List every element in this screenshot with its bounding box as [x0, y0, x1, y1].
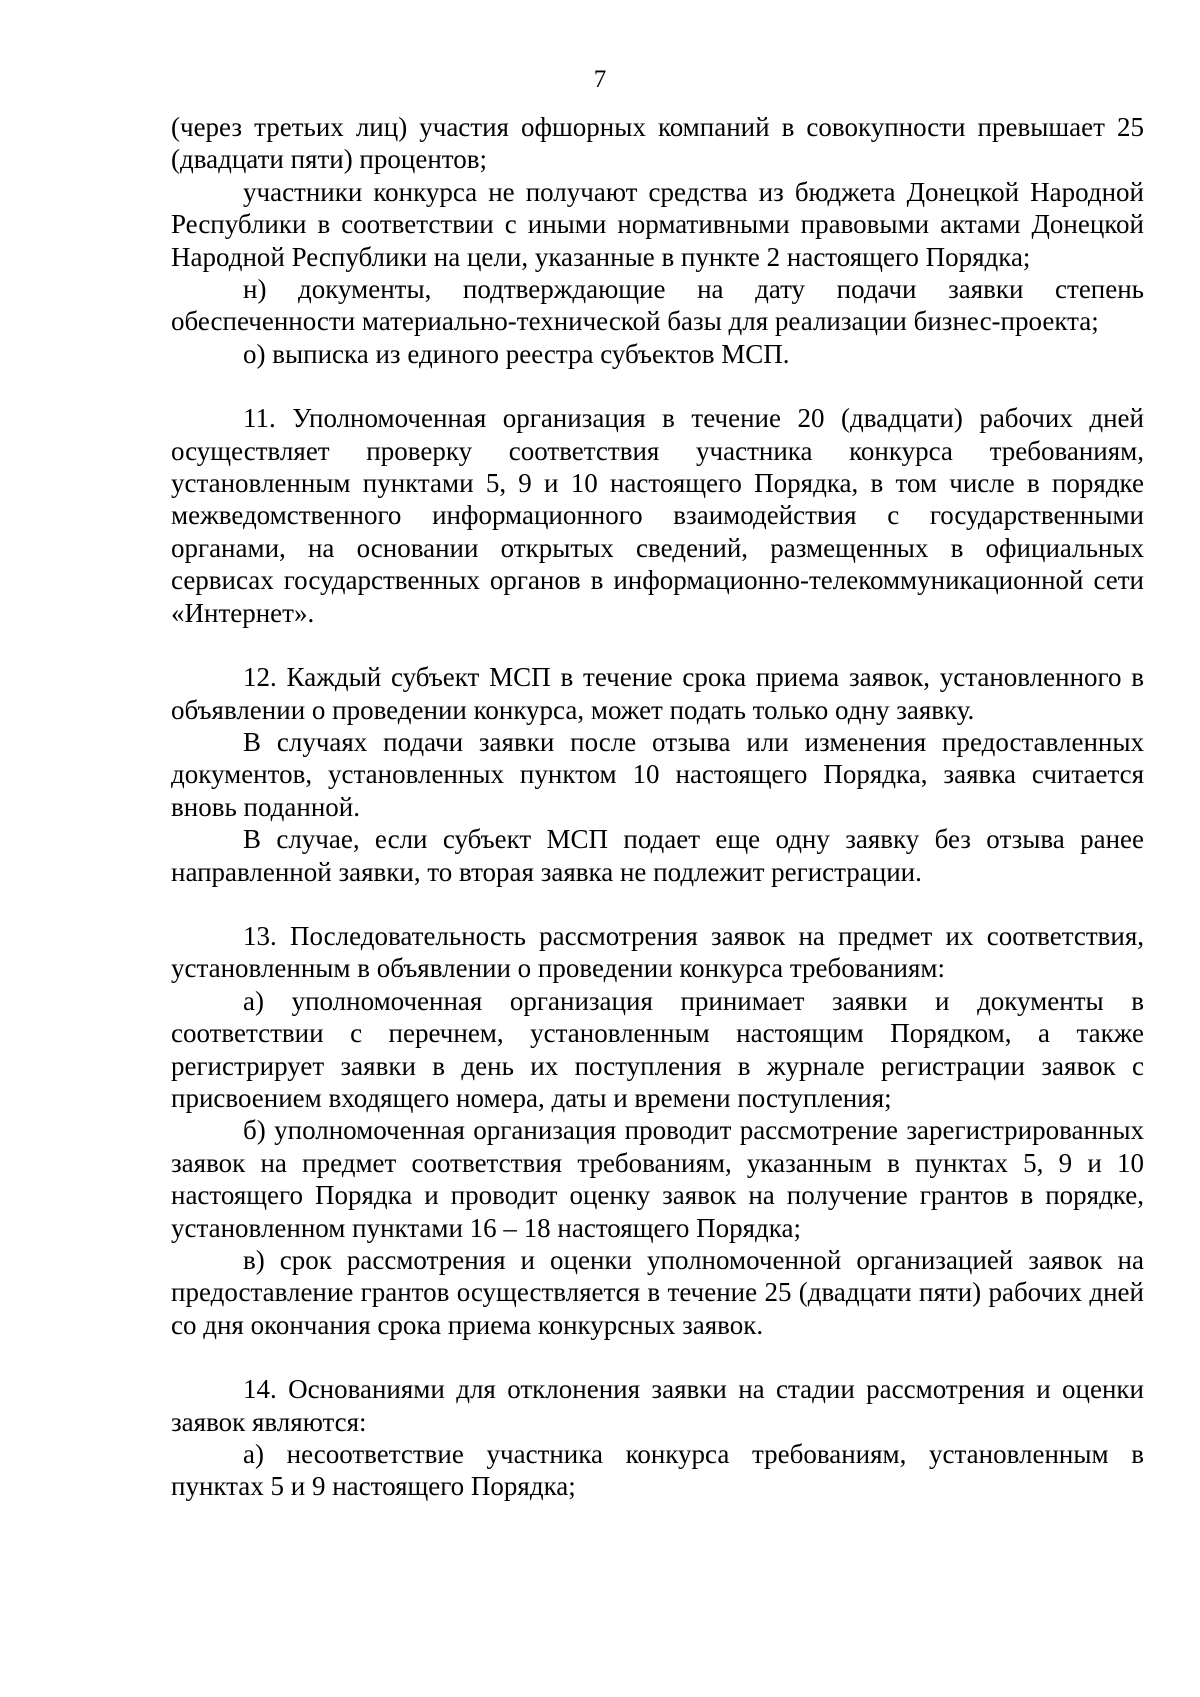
- section-14-item-a: а) несоответствие участника конкурса требованиям, установленным в пунктах 5 и 9 настоящего Порядка;: [171, 1439, 1144, 1502]
- paragraph-participants-budget: участники конкурса не получают средства из бюджета Донецкой Народной Республики в соответствии с иными нормативными правовыми актами Донецкой Народной Республики на цели, указанные в пункте 2 настоящего Порядка;: [171, 176, 1144, 272]
- list-item-n: н) документы, подтверждающие на дату подачи заявки степень обеспеченности материально-технической базы для реализации бизнес-проекта;: [171, 274, 1144, 337]
- section-13-item-v: в) срок рассмотрения и оценки уполномоченной организацией заявок на предоставление грантов осуществляется в течение 25 (двадцати пяти) рабочих дней со дня окончания срока приема конкурсных заявок.: [171, 1245, 1144, 1340]
- document-body: [171, 111, 1144, 1503]
- section-14: 14. Основаниями для отклонения заявки на стадии рассмотрения и оценки заявок являются:: [171, 1374, 1144, 1437]
- section-13: 13. Последовательность рассмотрения заявок на предмет их соответствия, установленным в объявлении о проведении конкурса требованиям:: [171, 920, 1144, 984]
- list-item-o: о) выписка из единого реестра субъектов МСП.: [243, 338, 790, 369]
- paragraph-continuation: (через третьих лиц) участия офшорных компаний в совокупности превышает 25 (двадцати пяти) процентов;: [171, 112, 1144, 175]
- page-number: 7: [593, 66, 607, 93]
- section-11: 11. Уполномоченная организация в течение 20 (двадцати) рабочих дней осуществляет проверку соответствия участника конкурса требованиям, установленным пунктами 5, 9 и 10 настоящего Порядка, в том числе в порядке межведомственного информационного взаимодействия с государственными органами, на основании открытых сведений, размещенных в официальных сервисах государственных органов в информационно-телекоммуникационной сети «Интернет».: [171, 403, 1144, 628]
- section-12-paragraph-2: В случаях подачи заявки после отзыва или изменения предоставленных документов, установленных пунктом 10 настоящего Порядка, заявка считается вновь поданной.: [171, 726, 1144, 822]
- section-13-item-b: б) уполномоченная организация проводит рассмотрение зарегистрированных заявок на предмет соответствия требованиям, указанным в пунктах 5, 9 и 10 настоящего Порядка и проводит оценку заявок на получение грантов в порядке, установленном пунктами 16 – 18 настоящего Порядка;: [171, 1115, 1144, 1243]
- section-12: 12. Каждый субъект МСП в течение срока приема заявок, установленного в объявлении о проведении конкурса, может подать только одну заявку.: [171, 662, 1144, 725]
- section-13-item-a: а) уполномоченная организация принимает заявки и документы в соответствии с перечнем, установленным настоящим Порядком, а также регистрирует заявки в день их поступления в журнале регистрации заявок с присвоением входящего номера, даты и времени поступления;: [171, 985, 1144, 1113]
- section-12-paragraph-3: В случае, если субъект МСП подает еще одну заявку без отзыва ранее направленной заявки, то вторая заявка не подлежит регистрации.: [171, 824, 1144, 887]
